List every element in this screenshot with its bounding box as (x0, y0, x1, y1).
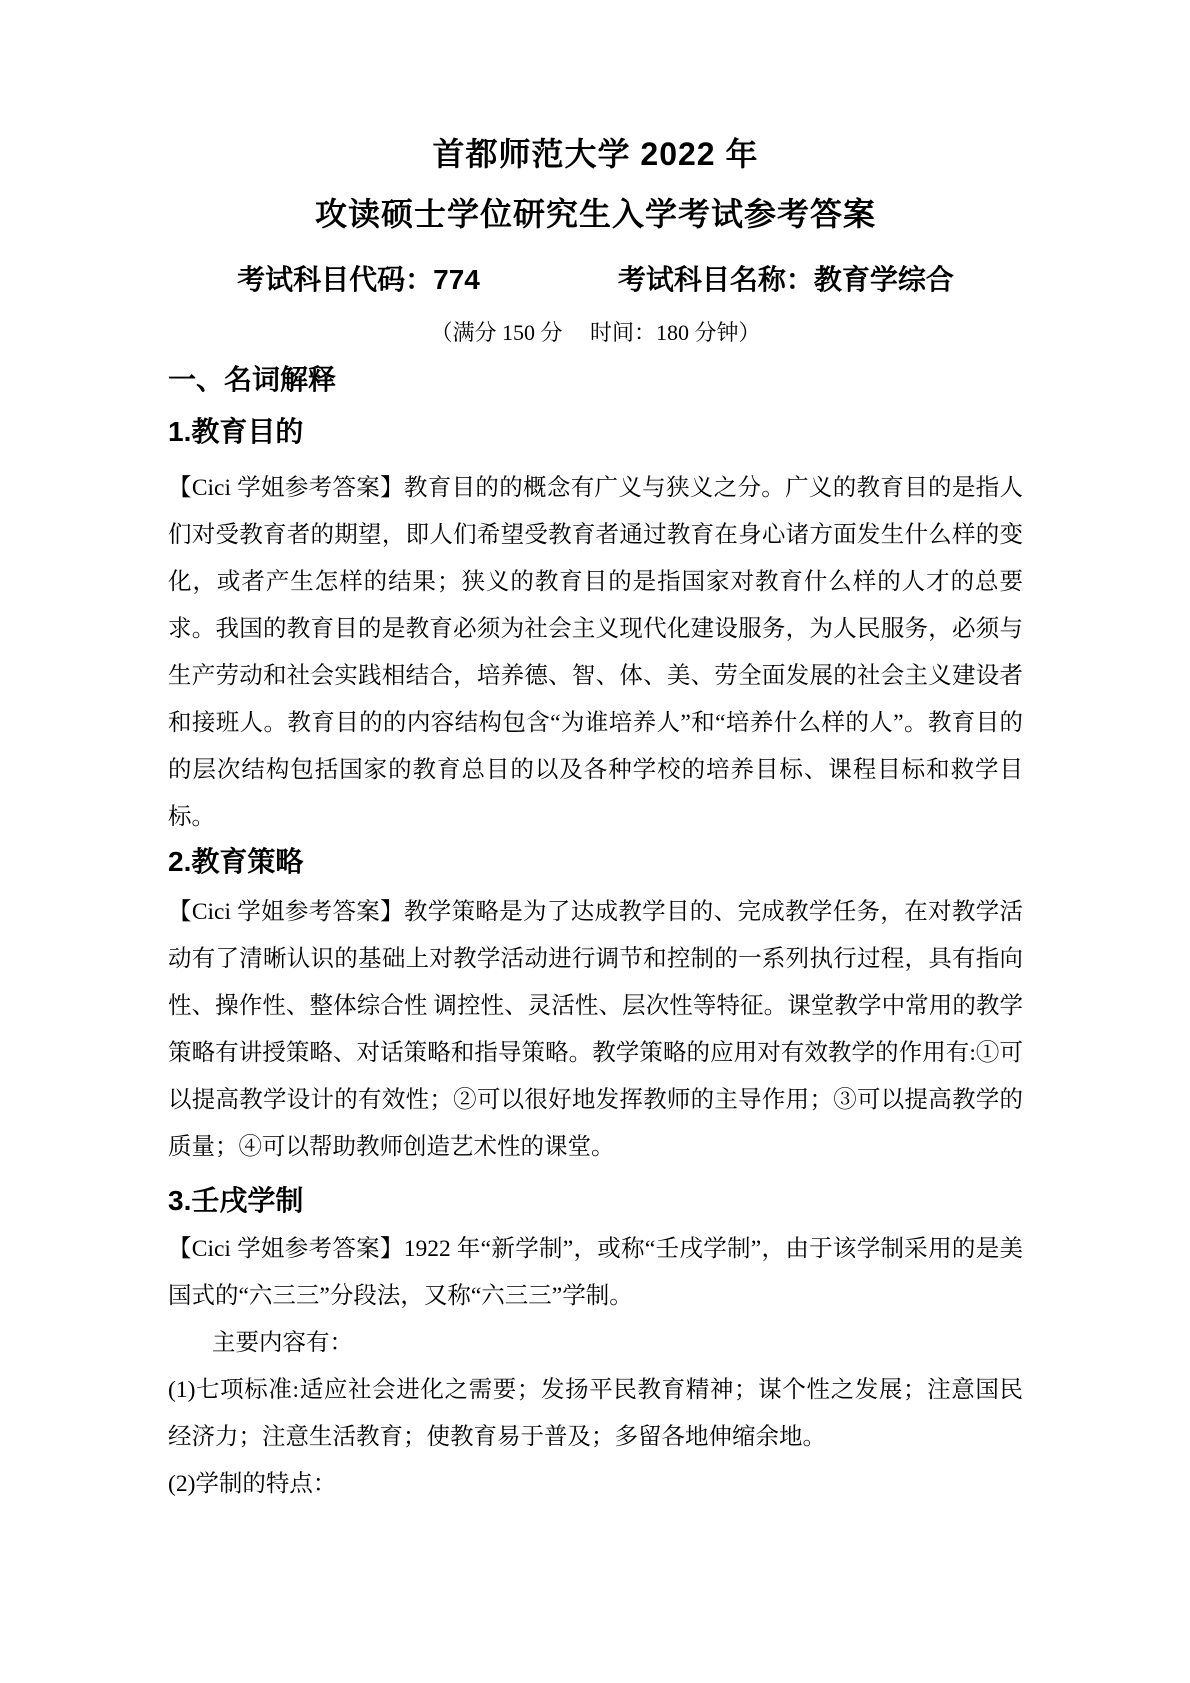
exam-meta-line: （满分 150 分 时间：180 分钟） (430, 320, 761, 345)
term-heading-2: 2.教育策略 (168, 846, 304, 877)
term-answer-3-detail-2: (2)学制的特点： (168, 1471, 337, 1497)
term-answer-3: 【Cici 学姐参考答案】1922 年“新学制”，或称“壬戌学制”，由于该学制采用的是美国式的“六三三”分段法，又称“六三三”学制。 (168, 1236, 1023, 1309)
term-answer-3-intro: 主要内容有： (212, 1330, 353, 1356)
term-answer-2: 【Cici 学姐参考答案】教学策略是为了达成教学目的、完成教学任务，在对教学活动有了清晰认识的基础上对教学活动进行调节和控制的一系列执行过程，具有指向性、操作性、整体综合性 调控性、灵活性、层次性等特征。课堂教学中常用的教学策略有讲授策略、对话策略和指导策略。教学策略的应用对有效教学的作用有:①可以提高教学设计的有效性；②可以很好地发挥教师的主导作用；③可以提高教学的质量；④可以帮助教师创造艺术性的课堂。 (168, 899, 1023, 1160)
term-item-education-strategy (168, 844, 1023, 1171)
subject-code-label: 考试科目代码：774 (237, 264, 480, 295)
term-heading-3: 3.壬戌学制 (168, 1185, 304, 1216)
term-item-renxu-school-system (168, 1183, 1023, 1508)
term-item-education-purpose (168, 414, 1023, 841)
document-title-line1: 首都师范大学 2022 年 (432, 136, 759, 172)
term-answer-1: 【Cici 学姐参考答案】教育目的的概念有广义与狭义之分。广义的教育目的是指人们对受教育者的期望，即人们希望受教育者通过教育在身心诸方面发生什么样的变化，或者产生怎样的结果；狭义的教育目的是指国家对教育什么样的人才的总要求。我国的教育目的是教育必须为社会主义现代化建设服务，为人民服务，必须与生产劳动和社会实践相结合，培养德、智、体、美、劳全面发展的社会主义建设者和接班人。教育目的的内容结构包含“为谁培养人”和“培养什么样的人”。教育目的的层次结构包括国家的教育总目的以及各种学校的培养目标、课程目标和救学目标。 (168, 475, 1023, 830)
document-title-line2: 攻读硕士学位研究生入学考试参考答案 (314, 196, 876, 232)
term-answer-3-detail-1: (1)七项标准:适应社会进化之需要；发扬平民教育精神；谋个性之发展；注意国民经济力；注意生活教育；使教育易于普及；多留各地伸缩余地。 (168, 1377, 1023, 1450)
subject-name-label: 考试科目名称：教育学综合 (617, 264, 954, 295)
subject-row (168, 262, 1023, 298)
section-heading-noun-explanation: 一、名词解释 (168, 364, 337, 395)
term-heading-1: 1.教育目的 (168, 416, 304, 447)
